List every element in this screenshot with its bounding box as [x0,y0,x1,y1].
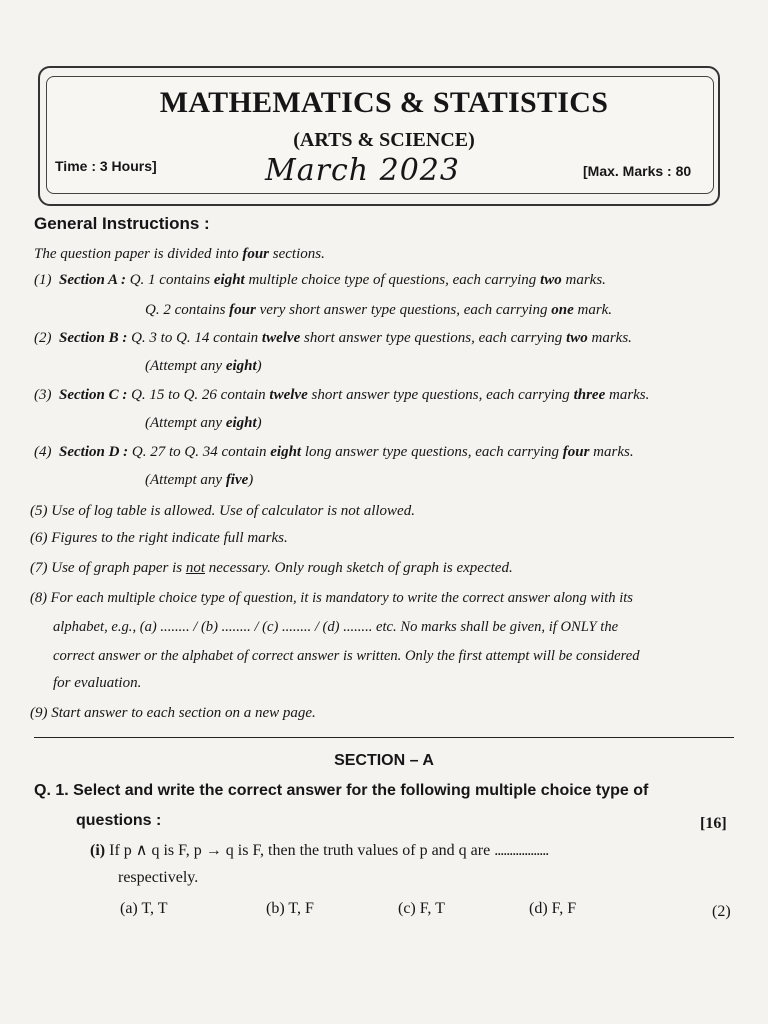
paper-subtitle: (ARTS & SCIENCE) [293,129,475,151]
instruction-3: (3) Section C : Q. 15 to Q. 26 contain twelve short answer type questions, each carrying three marks. [34,387,650,403]
instructions-intro: The question paper is divided into four sections. [34,246,325,262]
time-allowed: Time : 3 Hours] [55,158,157,174]
instruction-4-attempt: (Attempt any five) [145,472,254,488]
instruction-8-line-3: correct answer or the alphabet of correct answer is written. Only the first attempt will be considered [53,648,640,664]
question-1-i-marks: (2) [712,903,731,920]
section-a-heading: SECTION – A [334,752,434,769]
option-b: (b) T, F [266,900,314,917]
option-d: (d) F, F [529,900,577,917]
instruction-3-attempt: (Attempt any eight) [145,415,262,431]
instructions-title: General Instructions : [34,214,210,233]
max-marks: [Max. Marks : 80 [583,163,692,179]
option-c: (c) F, T [398,900,445,917]
instruction-8-line-4: for evaluation. [53,675,142,691]
question-1-line-2: questions : [76,812,162,829]
instruction-2: (2) Section B : Q. 3 to Q. 14 contain twelve short answer type questions, each carrying two marks. [34,330,632,346]
instruction-5: (5) Use of log table is allowed. Use of calculator is not allowed. [30,503,415,519]
instruction-2-attempt: (Attempt any eight) [145,358,262,374]
instruction-1-q2: Q. 2 contains four very short answer type questions, each carrying one mark. [145,302,613,318]
option-a: (a) T, T [120,900,168,917]
instruction-8-line-2: alphabet, e.g., (a) ........ / (b) ........ / (c) ........ / (d) ........ etc. No marks shall be given, if ONLY the [53,619,619,635]
question-1-line-1: Q. 1. Select and write the correct answer for the following multiple choice type of [34,782,649,799]
paper-title: MATHEMATICS & STATISTICS [159,86,609,119]
instruction-7: (7) Use of graph paper is not necessary. Only rough sketch of graph is expected. [30,560,513,576]
instruction-6: (6) Figures to the right indicate full marks. [30,530,288,546]
handwritten-date: March 2023 [265,153,460,188]
question-1-i: (i) If p ∧ q is F, p → q is F, then the truth values of p and q are .................. [90,842,549,859]
instruction-4: (4) Section D : Q. 27 to Q. 34 contain eight long answer type questions, each carrying four marks. [34,444,634,460]
instruction-8-line-1: (8) For each multiple choice type of question, it is mandatory to write the correct answer along with its [30,590,633,606]
section-divider [34,737,734,738]
question-1-marks: [16] [700,815,727,832]
instruction-1: (1) Section A : Q. 1 contains eight multiple choice type of questions, each carrying two marks. [34,272,606,288]
instruction-9: (9) Start answer to each section on a new page. [30,705,316,721]
question-1-i-continued: respectively. [118,869,199,886]
